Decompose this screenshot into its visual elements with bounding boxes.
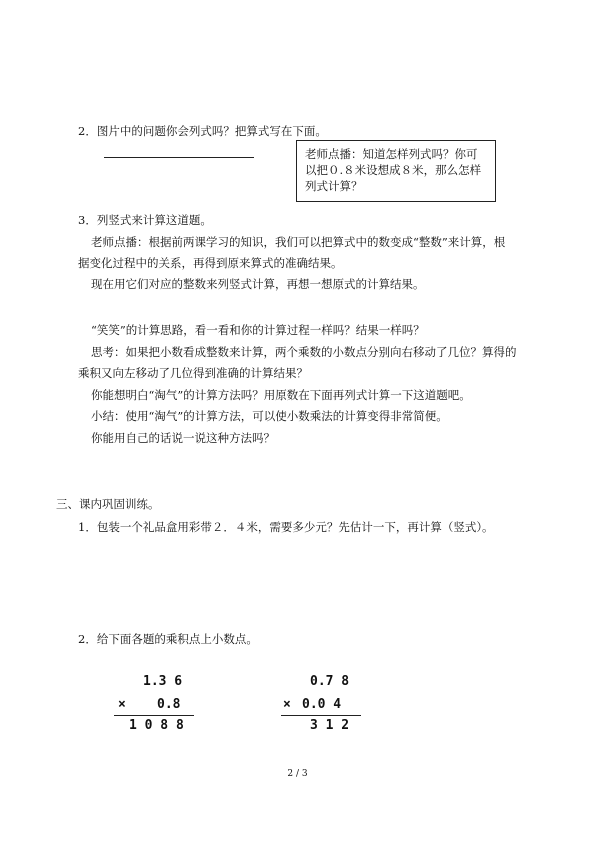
q3-paragraph-3: 现在用它们对应的整数来列竖式计算，再想一想原式的计算结果。 [91,277,425,291]
discussion-line-1: “笑笑”的计算思路，看一看和你的计算过程一样吗？结果一样吗？ [91,323,425,337]
q3-prompt: 3．列竖式来计算这道题。 [78,213,212,227]
exercise-2: 2．给下面各题的乘积点上小数点。 [78,632,258,646]
answer-line [104,157,254,158]
q3-paragraph-2: 据变化过程中的关系，再得到原来算式的准确结果。 [78,256,343,270]
q2-prompt: 2．图片中的问题你会列式吗？把算式写在下面。 [78,124,327,138]
discussion-line-4: 你能想明白“淘气”的计算方法吗？用原数在下面再列式计算一下这道题吧。 [91,388,471,402]
problem-2-times-sign: × [283,697,291,712]
problem-2-product: 3 1 2 [310,718,350,733]
page-number: 2 / 3 [287,769,308,779]
discussion-line-5: 小结：使用“淘气”的计算方法，可以使小数乘法的计算变得非常简便。 [91,409,448,423]
discussion-line-2: 思考：如果把小数看成整数来计算，两个乘数的小数点分别向右移动了几位？算得的 [91,345,517,359]
problem-1-multiplier: 0.8 [157,697,181,712]
tip-line-2: 以把０.８米设想成８米，那么怎样 [305,163,482,177]
teacher-tip-box [296,140,496,202]
discussion-line-6: 你能用自己的话说一说这种方法吗？ [91,431,275,445]
problem-2-multiplicand: 0.7 8 [310,674,350,689]
problem-1-rule [114,715,194,716]
problem-1-times-sign: × [118,697,126,712]
tip-line-3: 列式计算？ [305,179,363,193]
section-heading: 三、课内巩固训练。 [56,497,160,511]
exercise-1: 1．包装一个礼品盒用彩带２．４米，需要多少元？先估计一下，再计算（竖式）。 [78,520,494,534]
tip-line-1: 老师点播：知道怎样列式吗？你可 [305,147,478,161]
problem-1-product: 1 0 8 8 [129,718,184,733]
discussion-line-3: 乘积又向左移动了几位得到准确的计算结果？ [78,366,308,380]
problem-2-multiplier: 0.0 4 [302,697,342,712]
q3-paragraph-1: 老师点播：根据前两课学习的知识，我们可以把算式中的数变成“整数”来计算，根 [91,235,506,249]
problem-2-rule [281,715,361,716]
problem-1-multiplicand: 1.3 6 [143,674,183,689]
